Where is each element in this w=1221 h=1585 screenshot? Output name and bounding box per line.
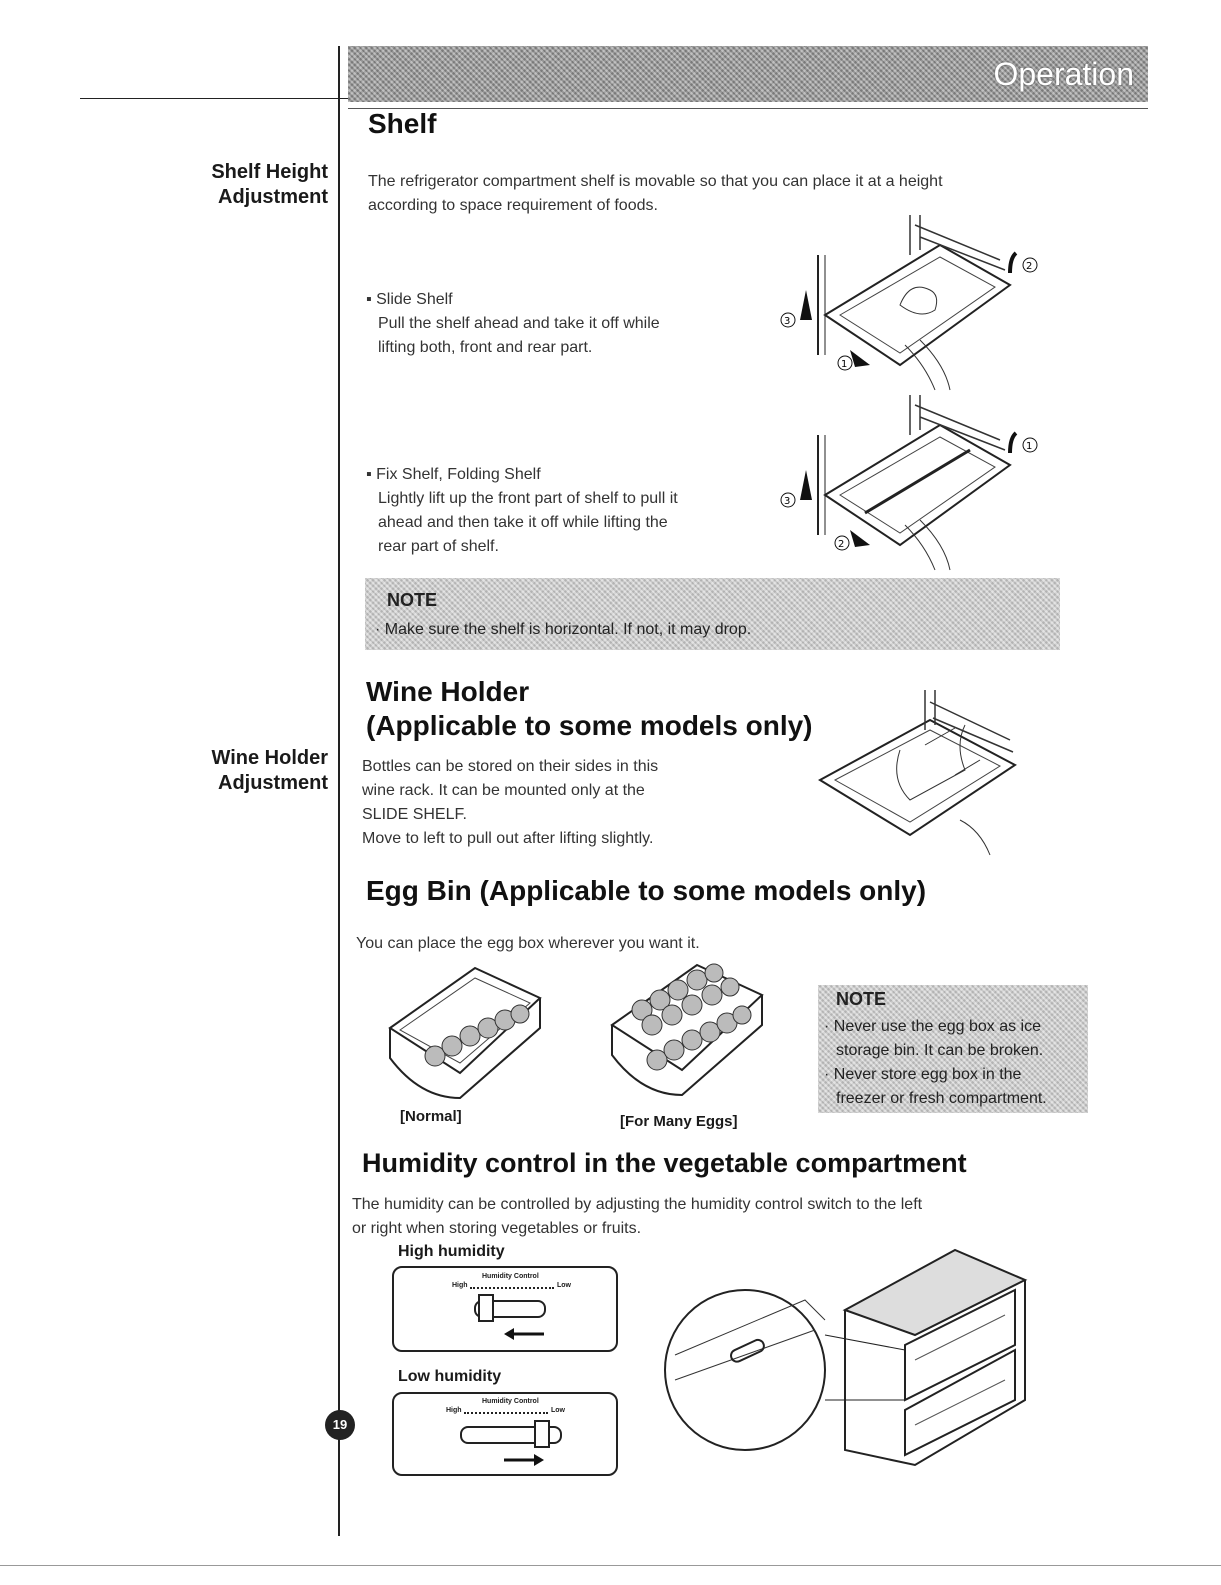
svg-text:2: 2 (1026, 261, 1033, 272)
svg-text:3: 3 (784, 316, 791, 327)
low-humidity-label: Low humidity (398, 1368, 502, 1385)
arrow-up-icon (1010, 253, 1037, 273)
slide-shelf-block: ▪ Slide Shelf Pull the shelf ahead and take it off while lifting both, front and rear part. (366, 288, 660, 360)
egg-note-box: NOTE · Never use the egg box as ice storage bin. It can be broken. · Never store egg box in the freezer or fresh compartment. (818, 985, 1088, 1113)
svg-text:1: 1 (841, 359, 848, 370)
fix-shelf-illustration (770, 395, 1050, 570)
vertical-divider (338, 46, 340, 1536)
sidebar-label-shelf: Shelf Height Adjustment (211, 161, 328, 208)
egg-note-title: NOTE (836, 989, 887, 1009)
humidity-slider-knob (534, 1420, 550, 1448)
arrow-right-icon (504, 1454, 544, 1466)
high-humidity-panel: Humidity Control High Low (392, 1266, 618, 1352)
svg-text:1: 1 (1026, 441, 1033, 452)
egg-bin-intro: You can place the egg box wherever you want it. (356, 935, 700, 952)
wine-holder-illustration (815, 690, 1025, 855)
arrow-left-icon (504, 1328, 544, 1340)
bottom-rule (0, 1565, 1221, 1566)
shelf-title: Shelf (368, 108, 437, 139)
arrow-up-icon (1010, 433, 1037, 453)
page-number: 19 (325, 1410, 355, 1440)
top-rule-right (348, 108, 1148, 109)
section-title: Operation (993, 56, 1134, 92)
wine-holder-text: Bottles can be stored on their sides in this wine rack. It can be mounted only at the SLIDE SHELF. Move to left to pull out after lifting slightly. (362, 758, 659, 847)
top-rule-left (80, 98, 348, 99)
egg-caption-normal: [Normal] (400, 1108, 462, 1125)
fix-shelf-block: ▪ Fix Shelf, Folding Shelf Lightly lift up the front part of shelf to pull it ahead and then take it off while lifting the rear part of shelf. (366, 463, 678, 559)
humidity-text: The humidity can be controlled by adjusting the humidity control switch to the left or right when storing vegetables or fruits. (352, 1196, 923, 1237)
slide-shelf-illustration (770, 215, 1050, 390)
svg-text:3: 3 (784, 496, 791, 507)
fix-shelf-heading: ▪ Fix Shelf, Folding Shelf (366, 466, 541, 483)
egg-bin-many-illustration (602, 955, 772, 1100)
low-humidity-panel: Humidity Control High Low (392, 1392, 618, 1476)
shelf-note-text: · Make sure the shelf is horizontal. If not, it may drop. (375, 621, 752, 638)
arrow-up-icon (781, 470, 812, 507)
shelf-note-box (365, 578, 1060, 650)
high-humidity-label: High humidity (398, 1243, 505, 1260)
slide-shelf-heading: ▪ Slide Shelf (366, 291, 453, 308)
egg-bin-title: Egg Bin (Applicable to some models only) (366, 875, 927, 906)
arrow-right-icon (835, 530, 870, 550)
vegetable-drawer-illustration (665, 1250, 1035, 1465)
arrow-right-icon (838, 350, 870, 370)
egg-caption-many: [For Many Eggs] (620, 1113, 738, 1130)
wine-holder-title: Wine Holder (Applicable to some models only) (366, 676, 813, 741)
svg-text:2: 2 (838, 539, 845, 550)
sidebar-label-wine: Wine Holder Adjustment (211, 747, 328, 794)
section-header-bar (348, 46, 1148, 102)
humidity-slider-knob (478, 1294, 494, 1322)
arrow-up-icon (781, 290, 812, 327)
shelf-intro: The refrigerator compartment shelf is movable so that you can place it at a height according to space requirement of foods. (368, 173, 943, 214)
humidity-title: Humidity control in the vegetable compartment (362, 1148, 967, 1178)
egg-bin-normal-illustration (380, 958, 550, 1103)
shelf-note-title: NOTE (387, 590, 438, 610)
